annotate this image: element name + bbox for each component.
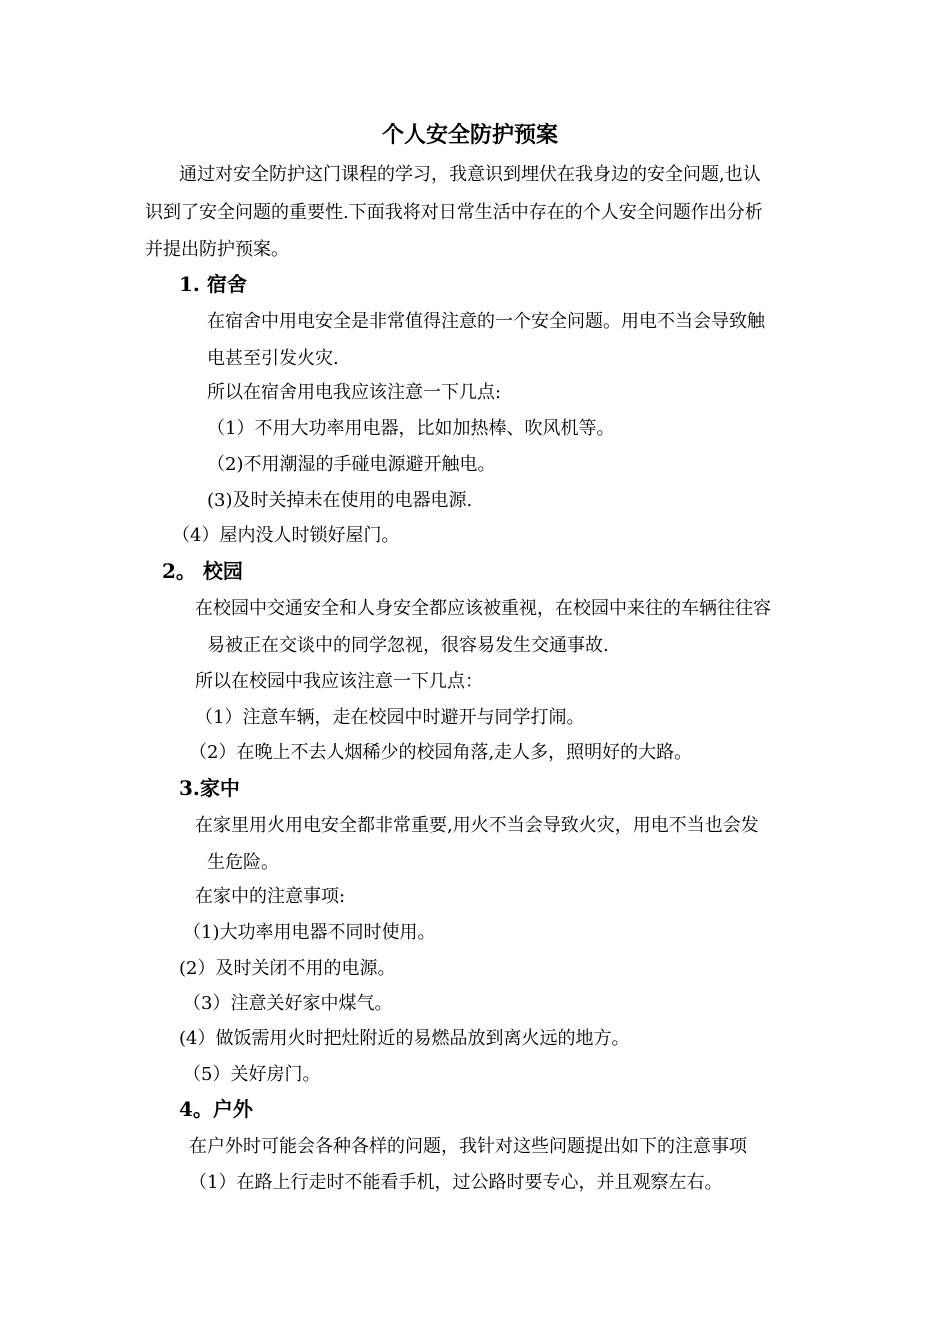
section-line: 在家里用火用电安全都非常重要,用火不当会导致火灾，用电不当也会发 xyxy=(195,815,759,836)
intro-line: 并提出防护预案。 xyxy=(145,239,289,260)
section-line: （3）注意关好家中煤气。 xyxy=(183,993,393,1014)
section-line: (3)及时关掉未在使用的电器电源. xyxy=(207,490,473,511)
section-line: 生危险。 xyxy=(207,852,279,873)
section-heading-dormitory: 1. 宿舍 xyxy=(179,272,247,296)
section-line: （1）不用大功率用电器，比如加热棒、吹风机等。 xyxy=(207,418,615,439)
section-heading-outdoor: 4。户外 xyxy=(179,1097,253,1121)
intro-line: 识到了安全问题的重要性.下面我将对日常生活中存在的个人安全问题作出分析 xyxy=(145,202,763,223)
section-line: 电甚至引发火灾. xyxy=(207,348,339,369)
section-line: 在户外时可能会各种各样的问题，我针对这些问题提出如下的注意事项 xyxy=(189,1136,747,1157)
section-line: 在家中的注意事项: xyxy=(195,886,346,907)
section-line: (4）做饭需用火时把灶附近的易燃品放到离火远的地方。 xyxy=(179,1028,630,1049)
document-title: 个人安全防护预案 xyxy=(382,122,559,148)
section-heading-campus: 2。 校园 xyxy=(162,559,243,583)
section-line: （2）在晚上不去人烟稀少的校园角落,走人多，照明好的大路。 xyxy=(189,742,693,763)
section-line: （1）在路上行走时不能看手机，过公路时要专心，并且观察左右。 xyxy=(189,1172,723,1193)
section-line: 在宿舍中用电安全是非常值得注意的一个安全问题。用电不当会导致触 xyxy=(207,311,765,332)
section-line: （1)大功率用电器不同时使用。 xyxy=(183,922,436,943)
section-line: 所以在校园中我应该注意一下几点： xyxy=(195,671,483,692)
section-line: （4）屋内没人时锁好屋门。 xyxy=(172,525,400,546)
section-line: （5）关好房门。 xyxy=(183,1064,321,1085)
section-heading-home: 3.家中 xyxy=(179,776,240,800)
section-line: （1）注意车辆，走在校园中时避开与同学打闹。 xyxy=(195,707,585,728)
section-line: (2）及时关闭不用的电源。 xyxy=(179,958,396,979)
section-line: 所以在宿舍用电我应该注意一下几点: xyxy=(207,382,502,403)
section-line: 易被正在交谈中的同学忽视，很容易发生交通事故. xyxy=(207,635,609,656)
intro-line: 通过对安全防护这门课程的学习，我意识到埋伏在我身边的安全问题,也认 xyxy=(179,164,761,185)
section-line: 在校园中交通安全和人身安全都应该被重视，在校园中来往的车辆往往容 xyxy=(195,598,771,619)
section-line: （2)不用潮湿的手碰电源避开触电。 xyxy=(207,454,496,475)
